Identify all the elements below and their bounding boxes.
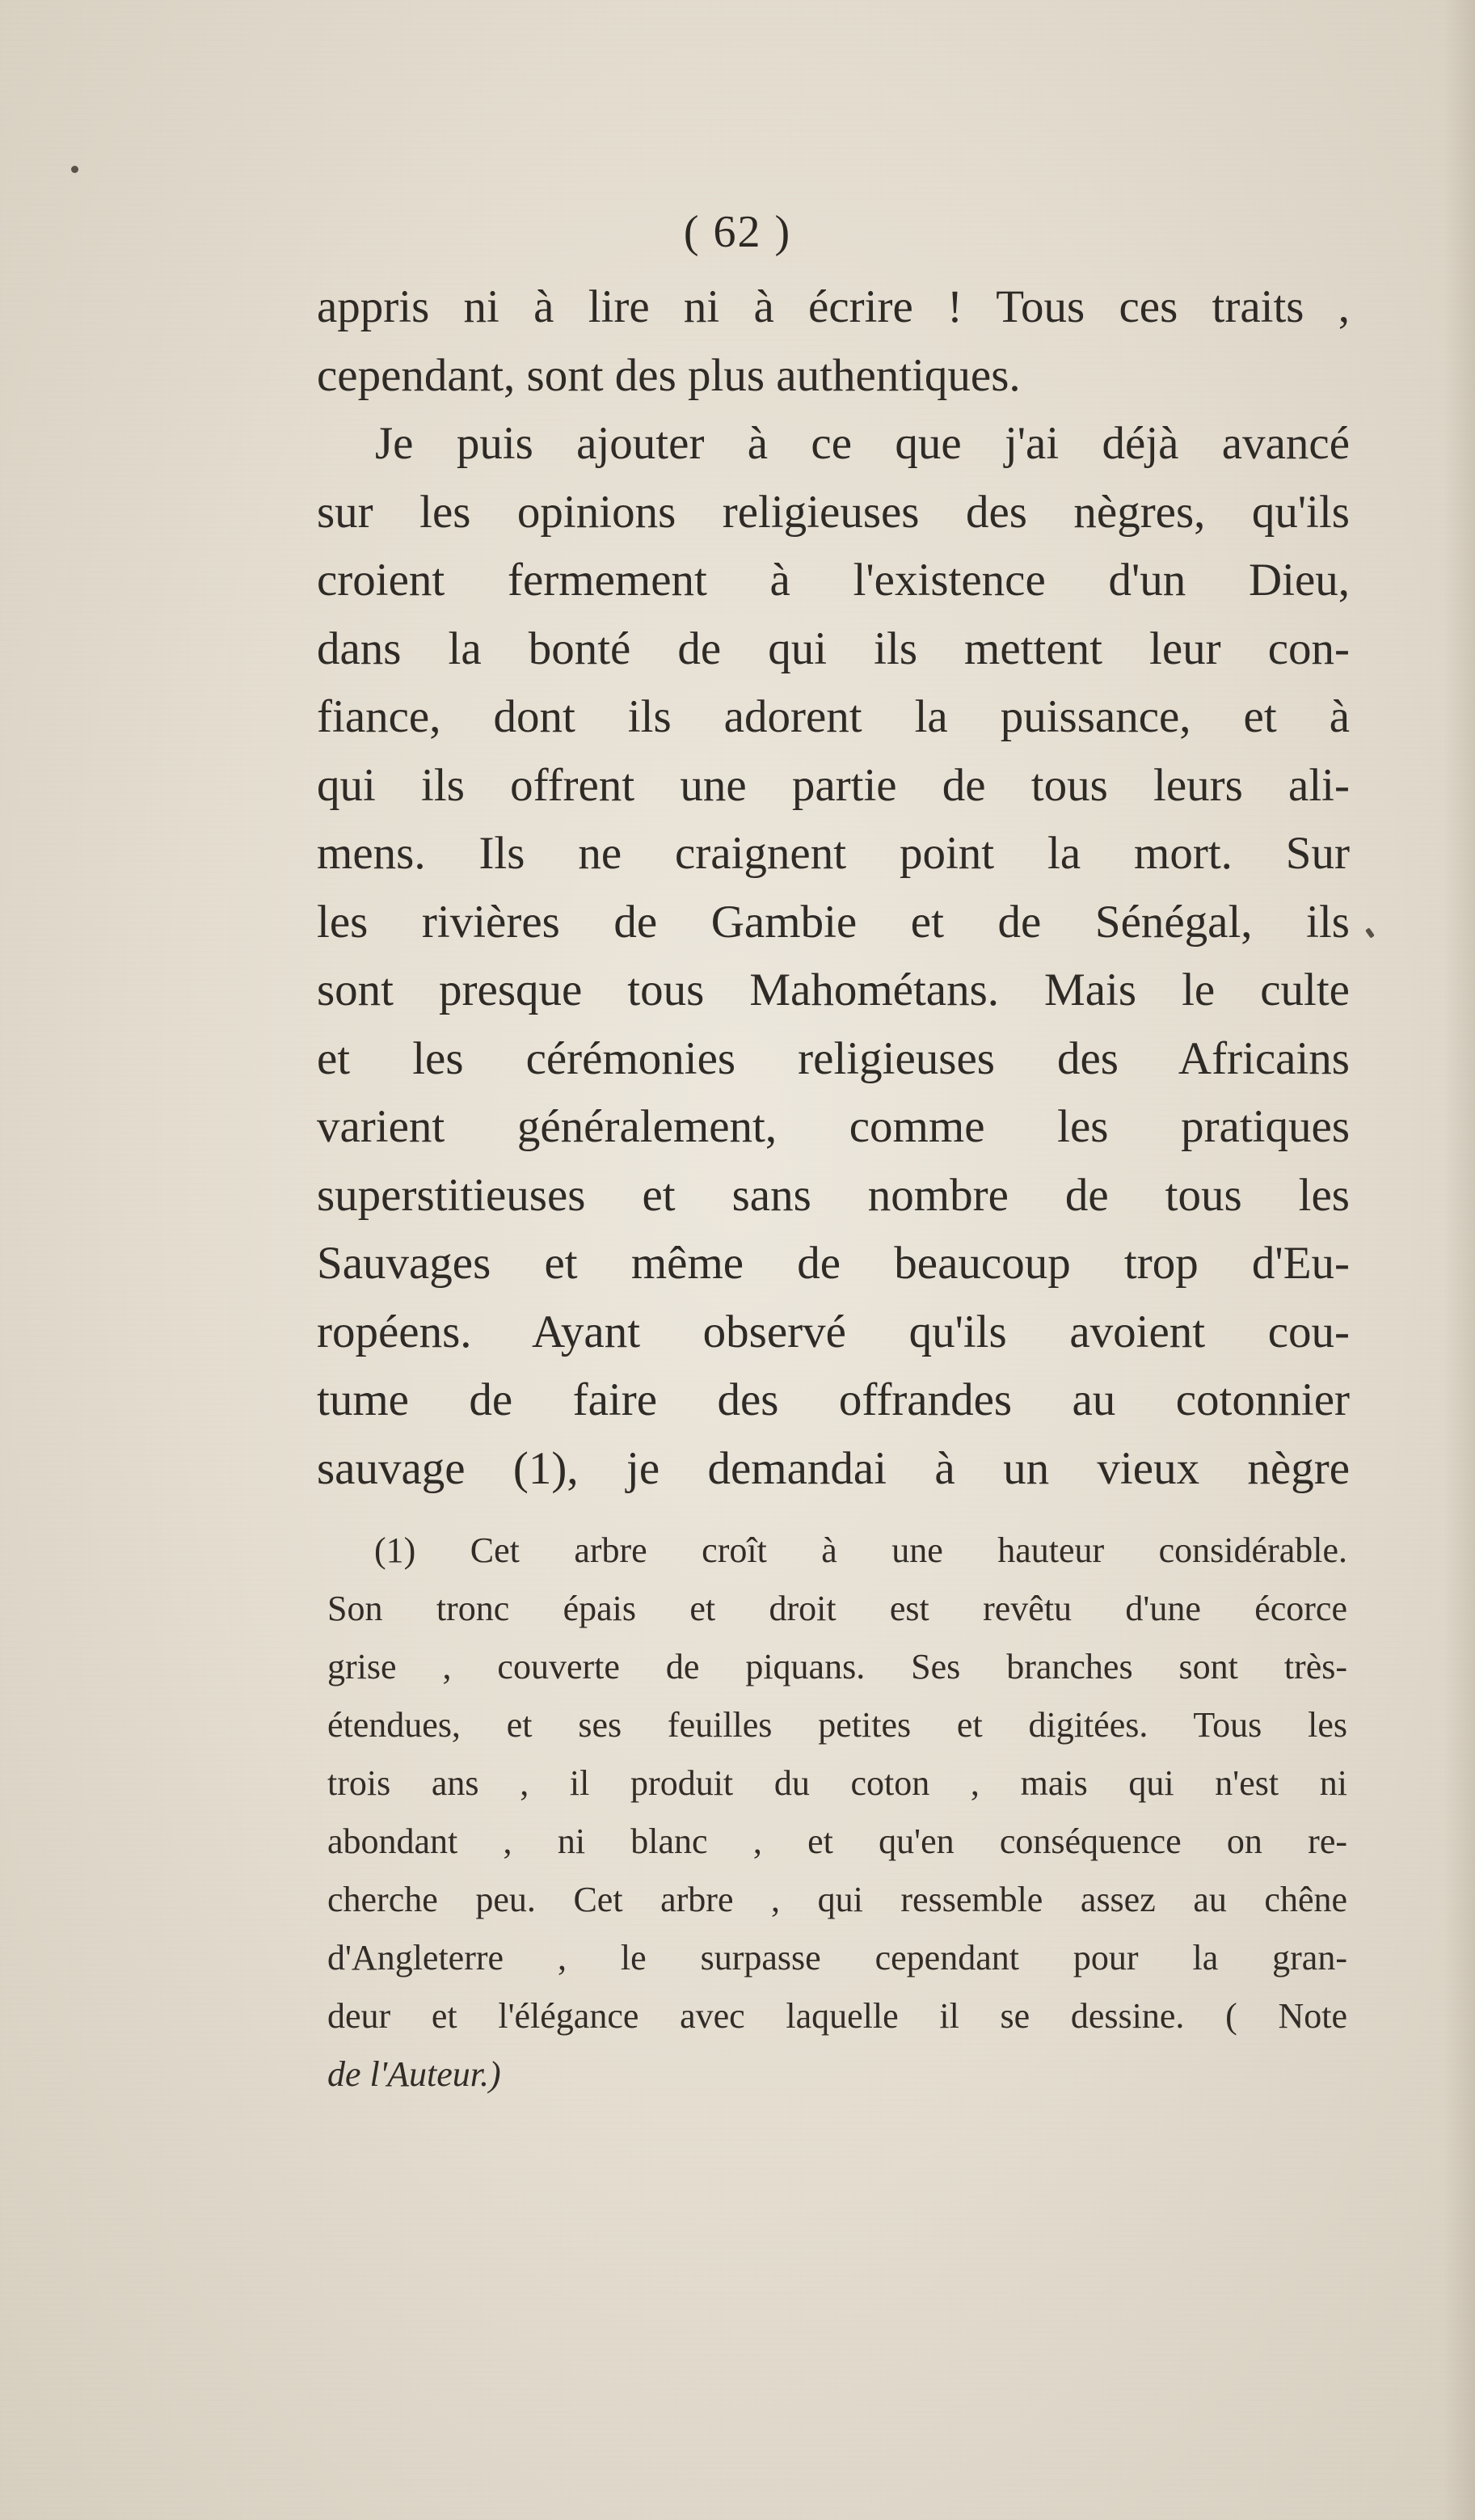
body-line: dans la bonté de qui ils mettent leur con- — [317, 623, 1350, 674]
footnote-line: (1) Cet arbre croît à une hauteur considérable. — [374, 1530, 1347, 1570]
footnote-line: étendues, et ses feuilles petites et digitées. Tous les — [327, 1705, 1347, 1745]
body-line: ropéens. Ayant observé qu'ils avoient cou- — [317, 1306, 1350, 1357]
body-text — [317, 273, 1350, 1503]
body-line: et les cérémonies religieuses des Africains — [317, 1032, 1350, 1084]
footnote-line: cherche peu. Cet arbre , qui ressemble assez au chêne — [327, 1880, 1347, 1919]
body-line: Sauvages et même de beaucoup trop d'Eu- — [317, 1238, 1350, 1289]
body-line: mens. Ils ne craignent point la mort. Sur — [317, 828, 1350, 879]
body-line: sauvage (1), je demandai à un vieux nègre — [317, 1442, 1350, 1494]
body-line: sur les opinions religieuses des nègres, qu'ils — [317, 486, 1350, 538]
footnote — [327, 1522, 1347, 2104]
footnote-line: trois ans , il produit du coton , mais qui n'est ni — [327, 1763, 1347, 1803]
body-line: varient généralement, comme les pratiques — [317, 1101, 1350, 1152]
body-line: les rivières de Gambie et de Sénégal, ils — [317, 896, 1350, 948]
page-edge-shadow — [1443, 0, 1475, 2520]
body-line: cependant, sont des plus authentiques. — [317, 349, 1021, 401]
body-line: superstitieuses et sans nombre de tous les — [317, 1169, 1350, 1221]
footnote-line: abondant , ni blanc , et qu'en conséquence on re- — [327, 1821, 1347, 1861]
body-line: qui ils offrent une partie de tous leurs ali- — [317, 759, 1350, 811]
ink-speck — [71, 166, 78, 173]
footnote-line: deur et l'élégance avec laquelle il se dessine. ( Note — [327, 1996, 1347, 2036]
body-line: fiance, dont ils adorent la puissance, et à — [317, 691, 1350, 742]
page-number: ( 62 ) — [683, 207, 792, 257]
body-line: croient fermement à l'existence d'un Dieu, — [317, 555, 1350, 606]
body-line: sont presque tous Mahométans. Mais le culte — [317, 965, 1350, 1015]
footnote-line: Son tronc épais et droit est revêtu d'une écorce — [327, 1589, 1347, 1628]
body-line: tume de faire des offrandes au cotonnier — [317, 1374, 1350, 1425]
footnote-line: de l'Auteur.) — [327, 2054, 501, 2094]
body-line: appris ni à lire ni à écrire ! Tous ces traits , — [317, 281, 1350, 332]
footnote-line: grise , couverte de piquans. Ses branches sont très- — [327, 1647, 1347, 1686]
body-line: Je puis ajouter à ce que j'ai déjà avancé — [375, 418, 1350, 469]
ink-speck — [1365, 927, 1375, 938]
footnote-line: d'Angleterre , le surpasse cependant pour la gran- — [327, 1938, 1347, 1978]
